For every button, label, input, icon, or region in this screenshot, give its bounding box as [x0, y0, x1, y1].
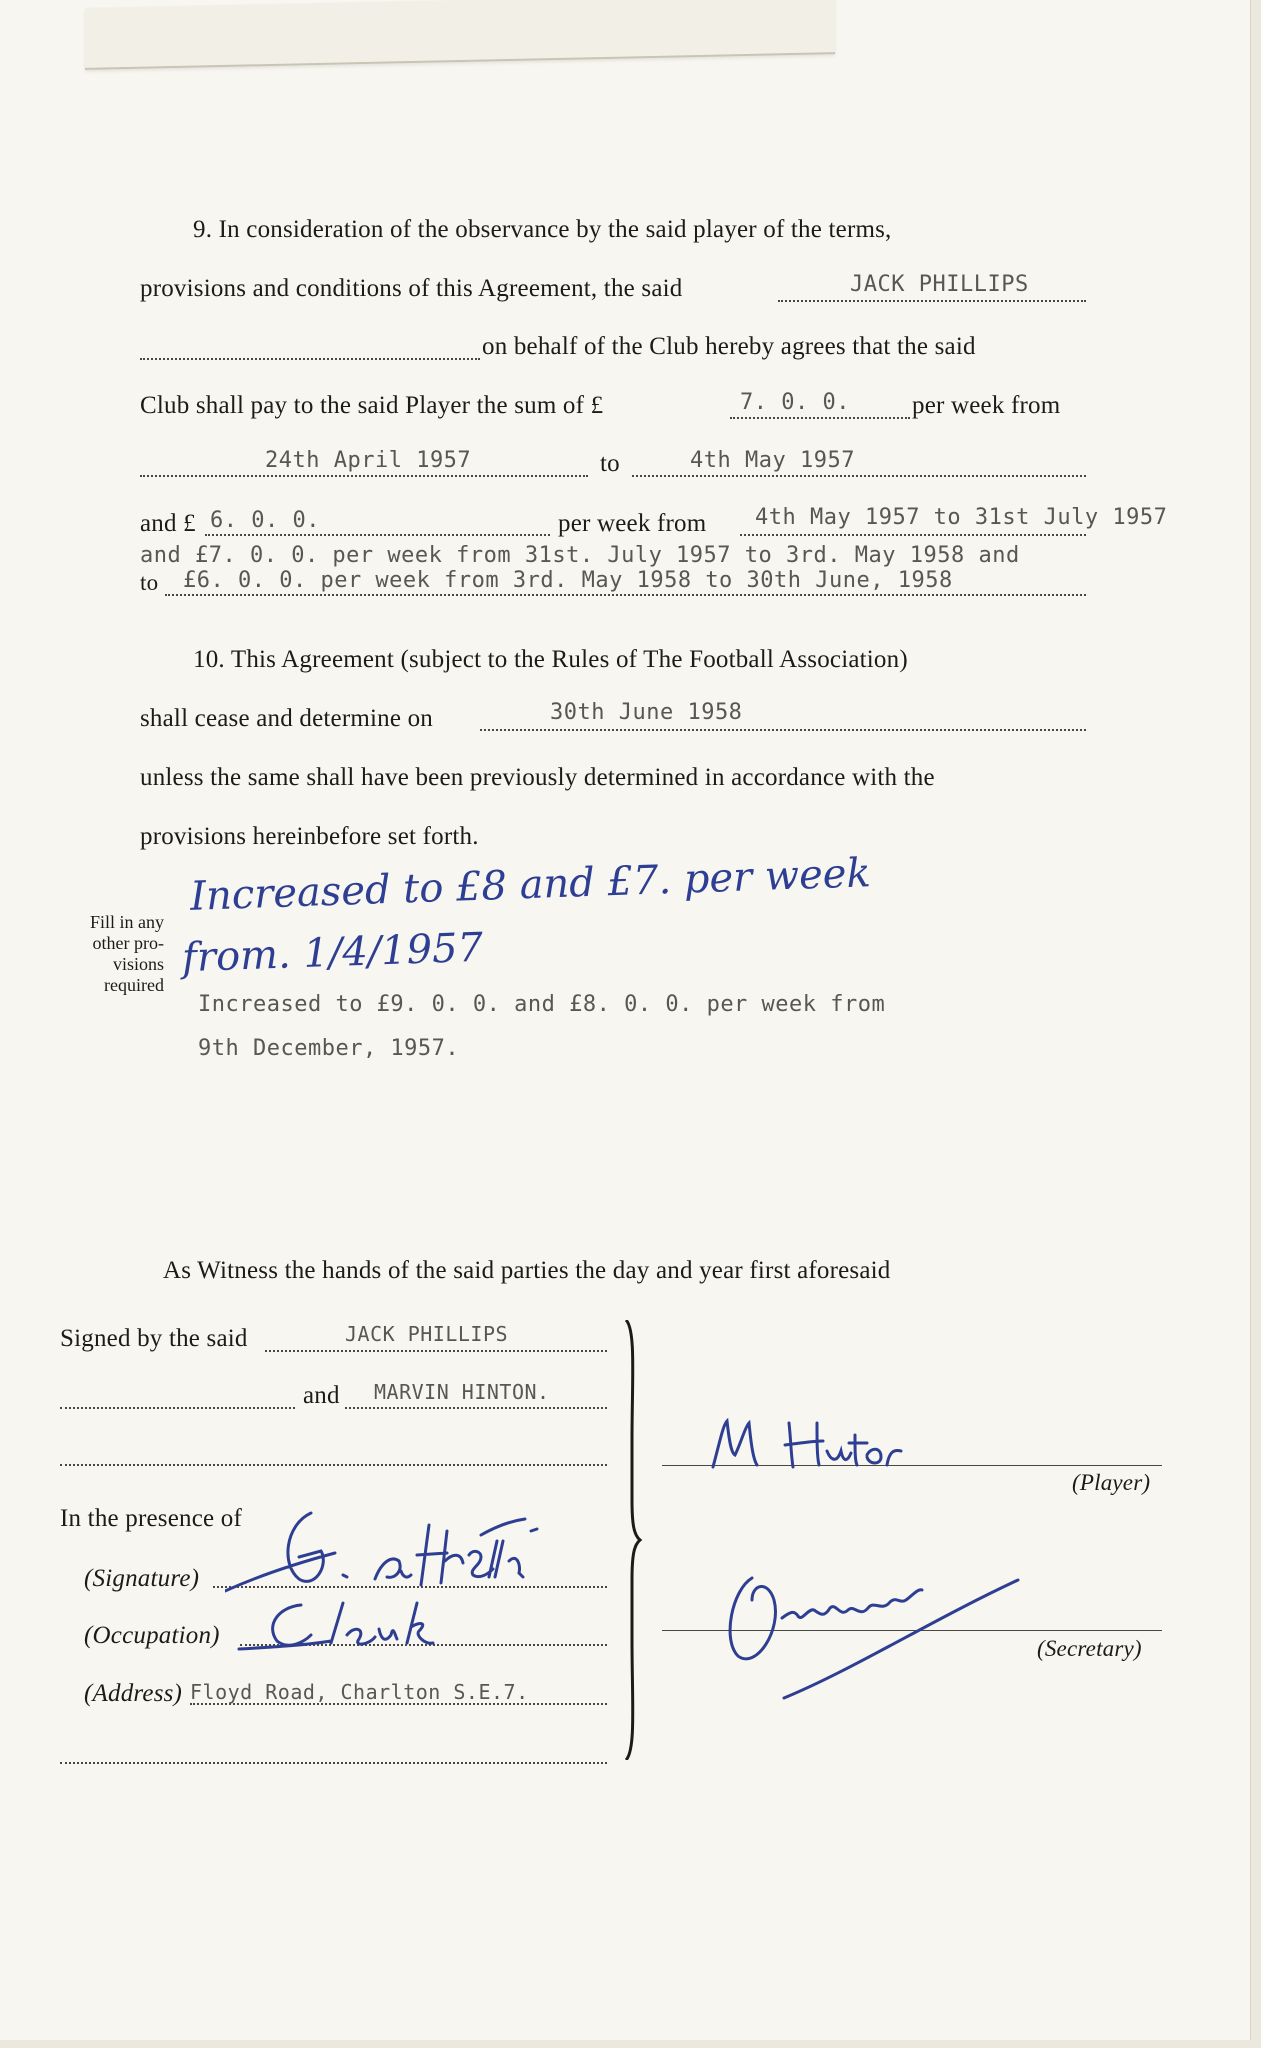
- typed-signer-2: MARVIN HINTON.: [374, 1380, 550, 1404]
- witness-occupation-handwritten: [235, 1595, 455, 1655]
- and-pound-label: and £: [140, 510, 196, 537]
- secretary-label: (Secretary): [1037, 1636, 1142, 1661]
- dotted-line: [60, 1407, 295, 1409]
- address-label: (Address): [84, 1680, 183, 1707]
- secretary-signature: [712, 1560, 1032, 1700]
- curly-bracket: [622, 1320, 644, 1760]
- side-label-line: Fill in any: [89, 912, 164, 932]
- and-label: and: [303, 1382, 340, 1409]
- typed-extra-line-1: and £7. 0. 0. per week from 31st. July 1957 to 3rd. May 1958 and: [140, 543, 1020, 568]
- dotted-line: [60, 1464, 607, 1466]
- signature-label: (Signature): [84, 1565, 200, 1592]
- to-label: to: [600, 450, 620, 477]
- per-week-from-label: per week from: [558, 510, 707, 537]
- typed-sum-2: 6. 0. 0.: [210, 508, 320, 533]
- side-label-line: other pro-: [92, 933, 164, 953]
- clause9-line3: on behalf of the Club hereby agrees that the said: [482, 333, 976, 360]
- signed-by-label: Signed by the said: [60, 1325, 248, 1352]
- clause10-line1: 10. This Agreement (subject to the Rules of The Football Association): [193, 646, 908, 673]
- side-label-line: required: [104, 975, 164, 995]
- sum2-dotted-line: [205, 534, 550, 536]
- name-dotted-line: [778, 300, 1086, 302]
- torn-paper-flap: [85, 0, 835, 70]
- handwritten-increase-2: from. 1/4/1957: [181, 924, 484, 982]
- typed-cease-date: 30th June 1958: [550, 700, 743, 725]
- occupation-label: (Occupation): [84, 1622, 220, 1649]
- to-prefix: to: [140, 570, 159, 595]
- handwritten-increase-1: Increased to £8 and £7. per week: [189, 850, 872, 920]
- typed-address: Floyd Road, Charlton S.E.7.: [190, 1680, 529, 1704]
- typed-increase-line-1: Increased to £9. 0. 0. and £8. 0. 0. per week from: [198, 992, 886, 1017]
- sum-dotted-line: [730, 417, 910, 419]
- from-dotted-line: [140, 475, 588, 477]
- provisions-side-label: [40, 912, 164, 996]
- typed-period-2: 4th May 1957 to 31st July 1957: [755, 505, 1168, 530]
- clause9-line2: provisions and conditions of this Agreement, the said: [140, 275, 683, 302]
- extra-dotted-line: [165, 594, 1086, 596]
- clause10-line2: shall cease and determine on: [140, 705, 433, 732]
- side-label-line: visions: [112, 954, 164, 974]
- typed-extra-line-2: £6. 0. 0. per week from 3rd. May 1958 to 30th June, 1958: [183, 568, 953, 593]
- witness-heading: As Witness the hands of the said parties the day and year first aforesaid: [163, 1257, 891, 1284]
- clause9-line4b: per week from: [912, 392, 1061, 419]
- dotted-line: [60, 1762, 607, 1764]
- player-signature: [705, 1415, 905, 1475]
- period2-dotted-line: [740, 534, 1086, 536]
- witness-signature: [225, 1505, 555, 1595]
- typed-increase-line-2: 9th December, 1957.: [198, 1036, 460, 1061]
- typed-signer-1: JACK PHILLIPS: [345, 1322, 509, 1346]
- signer2-dotted-line: [345, 1407, 607, 1409]
- clause9-line4a: Club shall pay to the said Player the sum of £: [140, 392, 604, 419]
- to-dotted-line: [632, 475, 1086, 477]
- presence-label: In the presence of: [60, 1505, 242, 1532]
- cease-date-dotted-line: [480, 729, 1086, 731]
- clause9-line1: 9. In consideration of the observance by the said player of the terms,: [193, 216, 892, 243]
- typed-from-date-1: 24th April 1957: [265, 448, 472, 473]
- typed-club-rep-name: JACK PHILLIPS: [850, 272, 1029, 297]
- typed-sum-1: 7. 0. 0.: [740, 390, 850, 415]
- typed-to-date-1: 4th May 1957: [690, 448, 855, 473]
- player-label: (Player): [1072, 1470, 1151, 1495]
- clause10-line4: provisions hereinbefore set forth.: [140, 823, 479, 850]
- dotted-line: [140, 358, 480, 360]
- clause10-line3: unless the same shall have been previously determined in accordance with the: [140, 764, 935, 791]
- signer1-dotted-line: [265, 1350, 607, 1352]
